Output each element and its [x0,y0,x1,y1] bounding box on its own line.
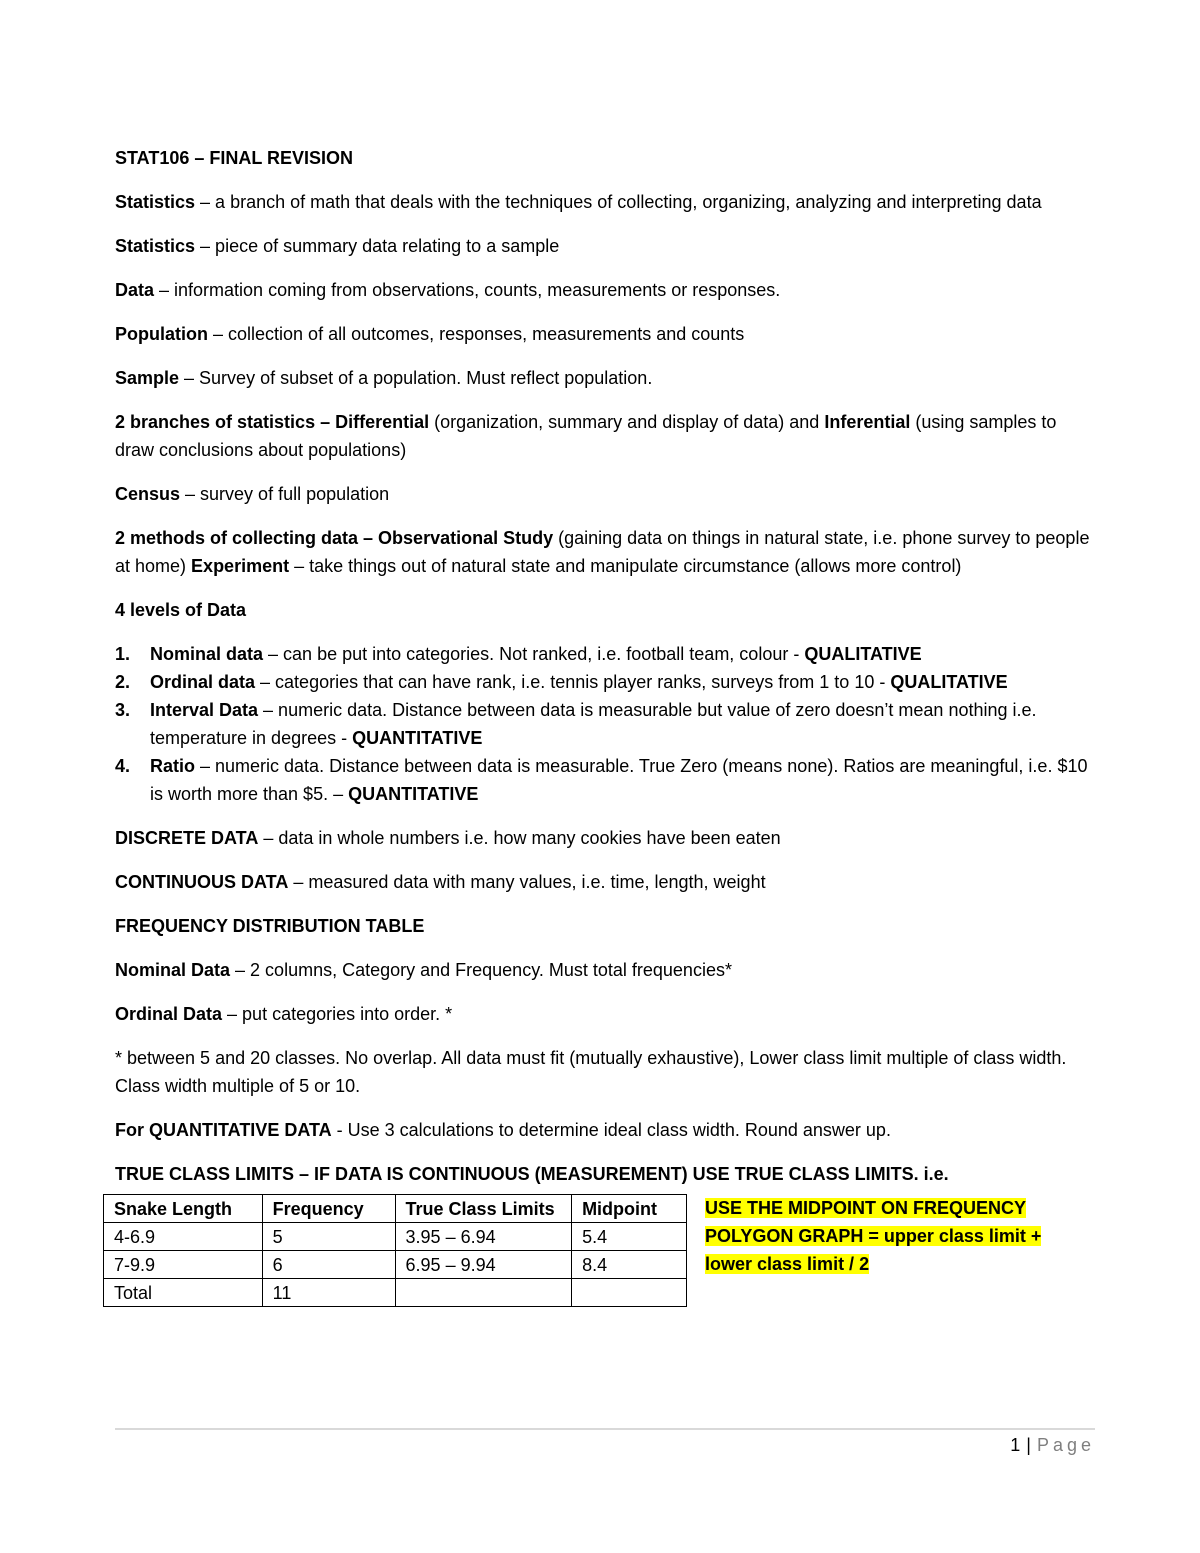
definition-sample: Sample – Survey of subset of a population. Must reflect population. [115,368,653,388]
definition-ordinal: Ordinal Data – put categories into order. * [115,1004,453,1024]
page-footer [1010,1433,1095,1457]
table-cell: 5 [262,1223,395,1251]
true-class-limits-heading: TRUE CLASS LIMITS – IF DATA IS CONTINUOUS (MEASUREMENT) USE TRUE CLASS LIMITS. i.e. [115,1164,949,1184]
note-line: POLYGON GRAPH = upper class limit + [705,1226,1042,1246]
definition-nominal: Nominal Data – 2 columns, Category and Frequency. Must total frequencies* [115,960,732,980]
table-header-cell: Frequency [262,1195,395,1223]
levels-list [115,640,1100,808]
list-item: 1. Nominal data – can be put into categories. Not ranked, i.e. football team, colour - QUALITATIVE [115,644,922,664]
table-cell: 11 [262,1279,395,1307]
table-row [104,1251,687,1279]
definition-branches: 2 branches of statistics – Differential (organization, summary and display of data) and Inferential (using samples to draw conclusions about populations) [115,412,1057,460]
table-cell: Total [104,1279,263,1307]
footer-separator: | [1026,1435,1031,1455]
note-line: lower class limit / 2 [705,1254,870,1274]
definition-methods: 2 methods of collecting data – Observational Study (gaining data on things in natural state, i.e. phone survey to people at home) Experiment – take things out of natural state and manipulate circumstance (allows more control) [115,528,1090,576]
page-title: STAT106 – FINAL REVISION [115,148,354,168]
frequency-table [103,1194,687,1307]
definition-discrete: DISCRETE DATA – data in whole numbers i.e. how many cookies have been eaten [115,828,781,848]
table-cell: 7-9.9 [104,1251,263,1279]
document-body [115,144,1100,1307]
page-number: 1 [1010,1435,1021,1455]
highlighted-note [705,1194,1065,1278]
classes-note: * between 5 and 20 classes. No overlap. All data must fit (mutually exhaustive), Lower class limit multiple of class width. Class width multiple of 5 or 10. [115,1048,1067,1096]
definition-population: Population – collection of all outcomes, responses, measurements and counts [115,324,745,344]
table-header-row [104,1195,687,1223]
table-row [104,1223,687,1251]
table-cell: 4-6.9 [104,1223,263,1251]
list-item: 3. Interval Data – numeric data. Distance between data is measurable but value of zero doesn’t mean nothing i.e. temperature in degrees - QUANTITATIVE [115,700,1037,748]
table-cell: 5.4 [572,1223,687,1251]
levels-heading: 4 levels of Data [115,600,247,620]
table-cell: 6 [262,1251,395,1279]
page-label: Page [1036,1435,1095,1455]
definition-statistics-1: Statistics – a branch of math that deals with the techniques of collecting, organizing, analyzing and interpreting data [115,192,1042,212]
quantitative-note: For QUANTITATIVE DATA - Use 3 calculations to determine ideal class width. Round answer up. [115,1120,891,1140]
table-section [115,1194,1100,1307]
frequency-heading: FREQUENCY DISTRIBUTION TABLE [115,916,425,936]
table-cell [572,1279,687,1307]
table-header-cell: Snake Length [104,1195,263,1223]
table-cell: 8.4 [572,1251,687,1279]
definition-census: Census – survey of full population [115,484,390,504]
table-row [104,1279,687,1307]
definition-continuous: CONTINUOUS DATA – measured data with many values, i.e. time, length, weight [115,872,766,892]
table-header-cell: True Class Limits [395,1195,572,1223]
table-cell [395,1279,572,1307]
table-cell: 6.95 – 9.94 [395,1251,572,1279]
list-item: 2. Ordinal data – categories that can have rank, i.e. tennis player ranks, surveys from 1 to 10 - QUALITATIVE [115,672,1008,692]
list-item: 4. Ratio – numeric data. Distance between data is measurable. True Zero (means none). Ratios are meaningful, i.e. $10 is worth more than $5. – QUANTITATIVE [115,756,1088,804]
table-cell: 3.95 – 6.94 [395,1223,572,1251]
table-header-cell: Midpoint [572,1195,687,1223]
definition-data: Data – information coming from observations, counts, measurements or responses. [115,280,781,300]
footer-divider [115,1428,1095,1430]
definition-statistics-2: Statistics – piece of summary data relating to a sample [115,236,560,256]
note-line: USE THE MIDPOINT ON FREQUENCY [705,1198,1027,1218]
